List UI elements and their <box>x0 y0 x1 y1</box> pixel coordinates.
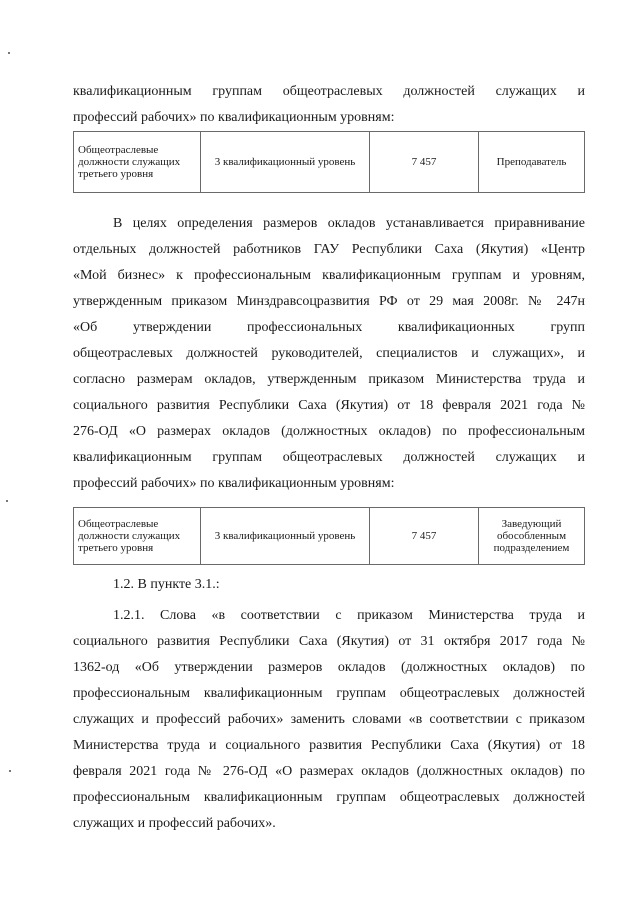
paragraph-line: профессиональным квалификационным группам общеотраслевых должностей <box>73 686 585 701</box>
paragraph-line: утвержденным приказом Минздравсоцразвития РФ от 29 мая 2008г. № 247н <box>73 294 585 309</box>
table-row <box>74 132 585 193</box>
paragraph-line: профессиональным квалификационным группам общеотраслевых должностей <box>73 790 585 805</box>
paragraph-line: февраля 2021 года № 276-ОД «О размерах окладов (должностных окладов) по <box>73 764 585 779</box>
paragraph-line: В целях определения размеров окладов устанавливается приравнивание <box>113 216 585 231</box>
paragraph-line: Министерства труда и социального развития Республики Саха (Якутия) от 18 <box>73 738 585 753</box>
intro-line: профессий рабочих» по квалификационным уровням: <box>73 110 395 125</box>
paragraph-line: профессий рабочих» по квалификационным уровням: <box>73 476 395 491</box>
paragraph-line: общеотраслевых должностей руководителей, специалистов и служащих», и <box>73 346 585 361</box>
paragraph-line: 276-ОД «О размерах окладов (должностных окладов) по профессиональным <box>73 424 585 439</box>
scan-speck <box>9 770 11 772</box>
table-row <box>74 508 585 565</box>
item-1-2-1 <box>73 603 585 837</box>
intro-paragraph <box>73 79 585 131</box>
paragraph-line: квалификационным группам общеотраслевых должностей служащих и <box>73 450 585 465</box>
qualification-level-cell: 3 квалификационный уровень <box>201 132 370 193</box>
equivalence-paragraph <box>73 211 585 497</box>
paragraph-line: 1362-од «Об утверждении размеров окладов (должностных окладов) по <box>73 660 585 675</box>
paragraph-line: отдельных должностей работников ГАУ Республики Саха (Якутия) «Центр <box>73 242 585 257</box>
qualification-group-cell: Общеотраслевые должности служащих третьего уровня <box>74 132 201 193</box>
salary-table-1 <box>73 131 585 193</box>
qualification-group-cell: Общеотраслевые должности служащих третьего уровня <box>74 508 201 565</box>
salary-table-2 <box>73 507 585 565</box>
paragraph-line: служащих и профессий рабочих» заменить словами «в соответствии с приказом <box>73 712 585 727</box>
position-cell: Преподаватель <box>479 132 585 193</box>
salary-cell: 7 457 <box>370 132 479 193</box>
item-heading: 1.2. В пункте 3.1.: <box>113 577 220 592</box>
paragraph-line: «Об утверждении профессиональных квалификационных групп <box>73 320 585 335</box>
paragraph-line: служащих и профессий рабочих». <box>73 816 276 831</box>
paragraph-line: социального развития Республики Саха (Якутия) от 18 февраля 2021 года № <box>73 398 585 413</box>
scan-speck <box>6 500 8 502</box>
position-cell: Заведующий обособленным подразделением <box>479 508 585 565</box>
scan-speck <box>8 52 10 54</box>
item-1-2 <box>73 572 585 598</box>
paragraph-line: 1.2.1. Слова «в соответствии с приказом Министерства труда и <box>113 608 585 623</box>
qualification-level-cell: 3 квалификационный уровень <box>201 508 370 565</box>
salary-cell: 7 457 <box>370 508 479 565</box>
paragraph-line: «Мой бизнес» к профессиональным квалификационным группам и уровням, <box>73 268 585 283</box>
intro-line: квалификационным группам общеотраслевых должностей служащих и <box>73 84 585 99</box>
paragraph-line: социального развития Республики Саха (Якутия) от 31 октября 2017 года № <box>73 634 585 649</box>
paragraph-line: согласно размерам окладов, утвержденным приказом Министерства труда и <box>73 372 585 387</box>
